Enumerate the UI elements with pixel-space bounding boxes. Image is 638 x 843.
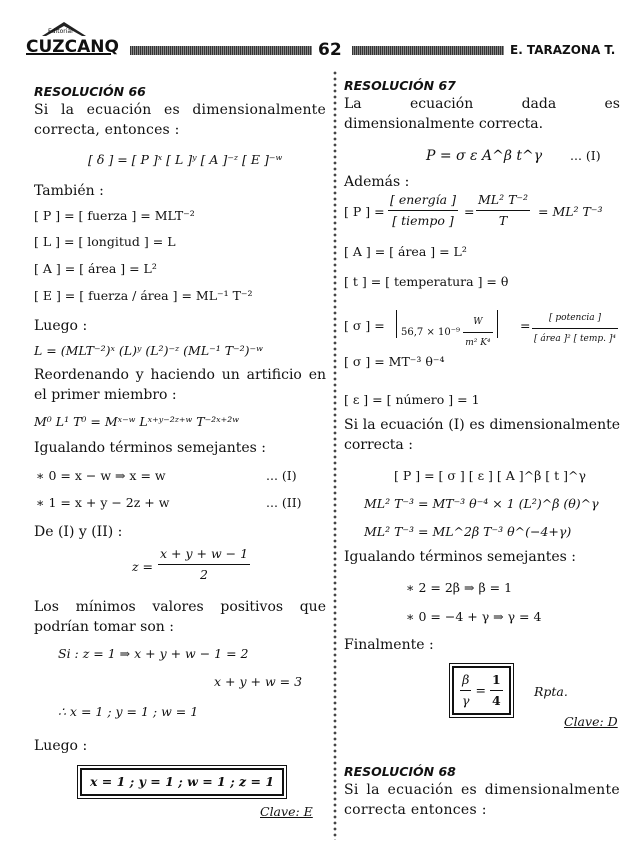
heading-resolucion-66: RESOLUCIÓN 66 (34, 84, 146, 99)
P-rhs: = ML² T⁻³ (538, 204, 603, 219)
dim-fuerza-area: [ E ] = [ fuerza / área ] = ML⁻¹ T⁻² (34, 288, 253, 303)
sigma-unit-den: m² K⁴ (465, 338, 491, 348)
left-intro: Si la ecuación es dimensionalmente correcta, entonces : (34, 102, 326, 138)
dim-A: [ A ] = [ área ] = L² (344, 244, 467, 259)
page-number: 62 (318, 40, 342, 60)
heading-resolucion-67: RESOLUCIÓN 67 (344, 78, 456, 93)
dim-longitud: [ L ] = [ longitud ] = L (34, 234, 176, 249)
logo-brand-text: CUZCANQ (26, 37, 119, 57)
left-eq2: ∗ 1 = x + y − 2z + w (36, 495, 170, 510)
sigma-result: [ σ ] = MT⁻³ θ⁻⁴ (344, 354, 445, 369)
clave-67: Clave: D (564, 714, 618, 729)
rpta-label: Rpta. (534, 684, 568, 699)
equals-sign: = (464, 204, 475, 219)
clave-66: Clave: E (260, 804, 313, 819)
left-therefore: ∴ x = 1 ; y = 1 ; w = 1 (58, 704, 199, 719)
equals-sign-2: = (520, 318, 531, 333)
column-divider (332, 70, 338, 840)
right-eq-r2: ML² T⁻³ = MT⁻³ θ⁻⁴ × 1 (L²)^β (θ)^γ (364, 496, 599, 511)
right-intro: La ecuación dada es dimensionalmente correcta. (344, 96, 620, 132)
left-eq-main: [ δ ] = [ P ]ˣ [ L ]ʸ [ A ]⁻ᶻ [ E ]⁻ʷ (88, 152, 283, 167)
z-denominator: 2 (200, 567, 208, 582)
right-intro-68: Si la ecuación es dimensionalmente correcta entonces : (344, 782, 620, 818)
left-tambien: También : (34, 183, 104, 199)
left-igualando: Igualando términos semejantes : (34, 440, 266, 456)
right-finalmente: Finalmente : (344, 637, 434, 653)
dim-epsilon: [ ε ] = [ número ] = 1 (344, 392, 480, 407)
answer-box-67: $\frac{\beta}{\gamma}$ = $\frac{1}{4}$ (452, 666, 511, 715)
sigma-value: 56,7 × 10⁻⁹ (401, 327, 461, 338)
publisher-logo (26, 22, 119, 62)
ans-beta: β (460, 670, 471, 691)
right-si: Si la ecuación (I) es dimensionalmente correcta : (344, 417, 620, 453)
sigma-lhs: [ σ ] = (344, 318, 385, 333)
ans-gamma: γ (462, 693, 470, 708)
right-igualando: Igualando términos semejantes : (344, 549, 576, 565)
sigma-ratio (532, 308, 618, 349)
sigma-ratio-den: [ área ]² [ temp. ]⁴ (534, 334, 617, 344)
header-rule-right (352, 46, 504, 55)
right-ademas: Además : (344, 174, 410, 190)
gamma-eq: ∗ 0 = −4 + γ ⇒ γ = 4 (406, 609, 542, 624)
dim-area: [ A ] = [ área ] = L² (34, 261, 157, 276)
dim-t: [ t ] = [ temperatura ] = θ (344, 274, 509, 289)
z-numerator: x + y + w − 1 (158, 544, 250, 565)
right-eq-P-tag: ... (I) (570, 148, 601, 163)
z-fraction (158, 544, 250, 585)
right-eq-P: P = σ ε A^β t^γ (426, 148, 543, 164)
left-eq1: ∗ 0 = x − w ⇒ x = w (36, 468, 166, 483)
heading-resolucion-68: RESOLUCIÓN 68 (344, 764, 456, 779)
sigma-ratio-num: [ potencia ] (532, 308, 618, 329)
left-si: Si : z = 1 ⇒ x + y + w − 1 = 2 (58, 646, 249, 661)
sigma-bracket (396, 310, 498, 348)
author-name: E. TARAZONA T. (510, 43, 616, 57)
P-num: [ energía ] (388, 190, 458, 211)
ans-4: 4 (491, 693, 501, 708)
left-eq-L: L = (MLT⁻²)ˣ (L)ʸ (L²)⁻ᶻ (ML⁻¹ T⁻²)⁻ʷ (34, 343, 263, 358)
left-eq2-tag: ... (II) (266, 495, 302, 510)
dim-fuerza: [ P ] = [ fuerza ] = MLT⁻² (34, 208, 195, 223)
right-eq-r3: ML² T⁻³ = ML^2β T⁻³ θ^(−4+γ) (364, 524, 572, 539)
left-minimos: Los mínimos valores positivos que podrían tomar son : (34, 599, 326, 635)
header-rule-left (130, 46, 312, 55)
answer-box-66: x = 1 ; y = 1 ; w = 1 ; z = 1 (80, 768, 284, 796)
page-header (0, 0, 638, 62)
P-fraction-2 (476, 190, 530, 231)
logo-editorial-text: Editorial (48, 28, 73, 35)
left-eq-mlt: M⁰ L¹ T⁰ = Mˣ⁻ʷ Lˣ⁺ʸ⁻²ᶻ⁺ʷ T⁻²ˣ⁺²ʷ (34, 414, 239, 429)
left-de: De (I) y (II) : (34, 524, 123, 540)
ans-1: 1 (490, 670, 503, 691)
left-sum: x + y + w = 3 (214, 674, 303, 689)
P-mid-num: ML² T⁻² (476, 190, 530, 211)
sigma-unit-num: W (463, 312, 492, 333)
beta-eq: ∗ 2 = 2β ⇒ β = 1 (406, 580, 513, 595)
P-den: [ tiempo ] (392, 213, 454, 228)
right-eq-r1: [ P ] = [ σ ] [ ε ] [ A ]^β [ t ]^γ (394, 468, 586, 483)
P-lhs: [ P ] = (344, 204, 385, 219)
left-luego2: Luego : (34, 738, 88, 754)
left-luego: Luego : (34, 318, 88, 334)
P-fraction-1 (388, 190, 458, 231)
z-lhs: z = (132, 559, 154, 574)
left-eq1-tag: ... (I) (266, 468, 297, 483)
P-mid-den: T (498, 213, 508, 228)
left-reordenando: Reordenando y haciendo un artificio en el primer miembro : (34, 367, 326, 403)
